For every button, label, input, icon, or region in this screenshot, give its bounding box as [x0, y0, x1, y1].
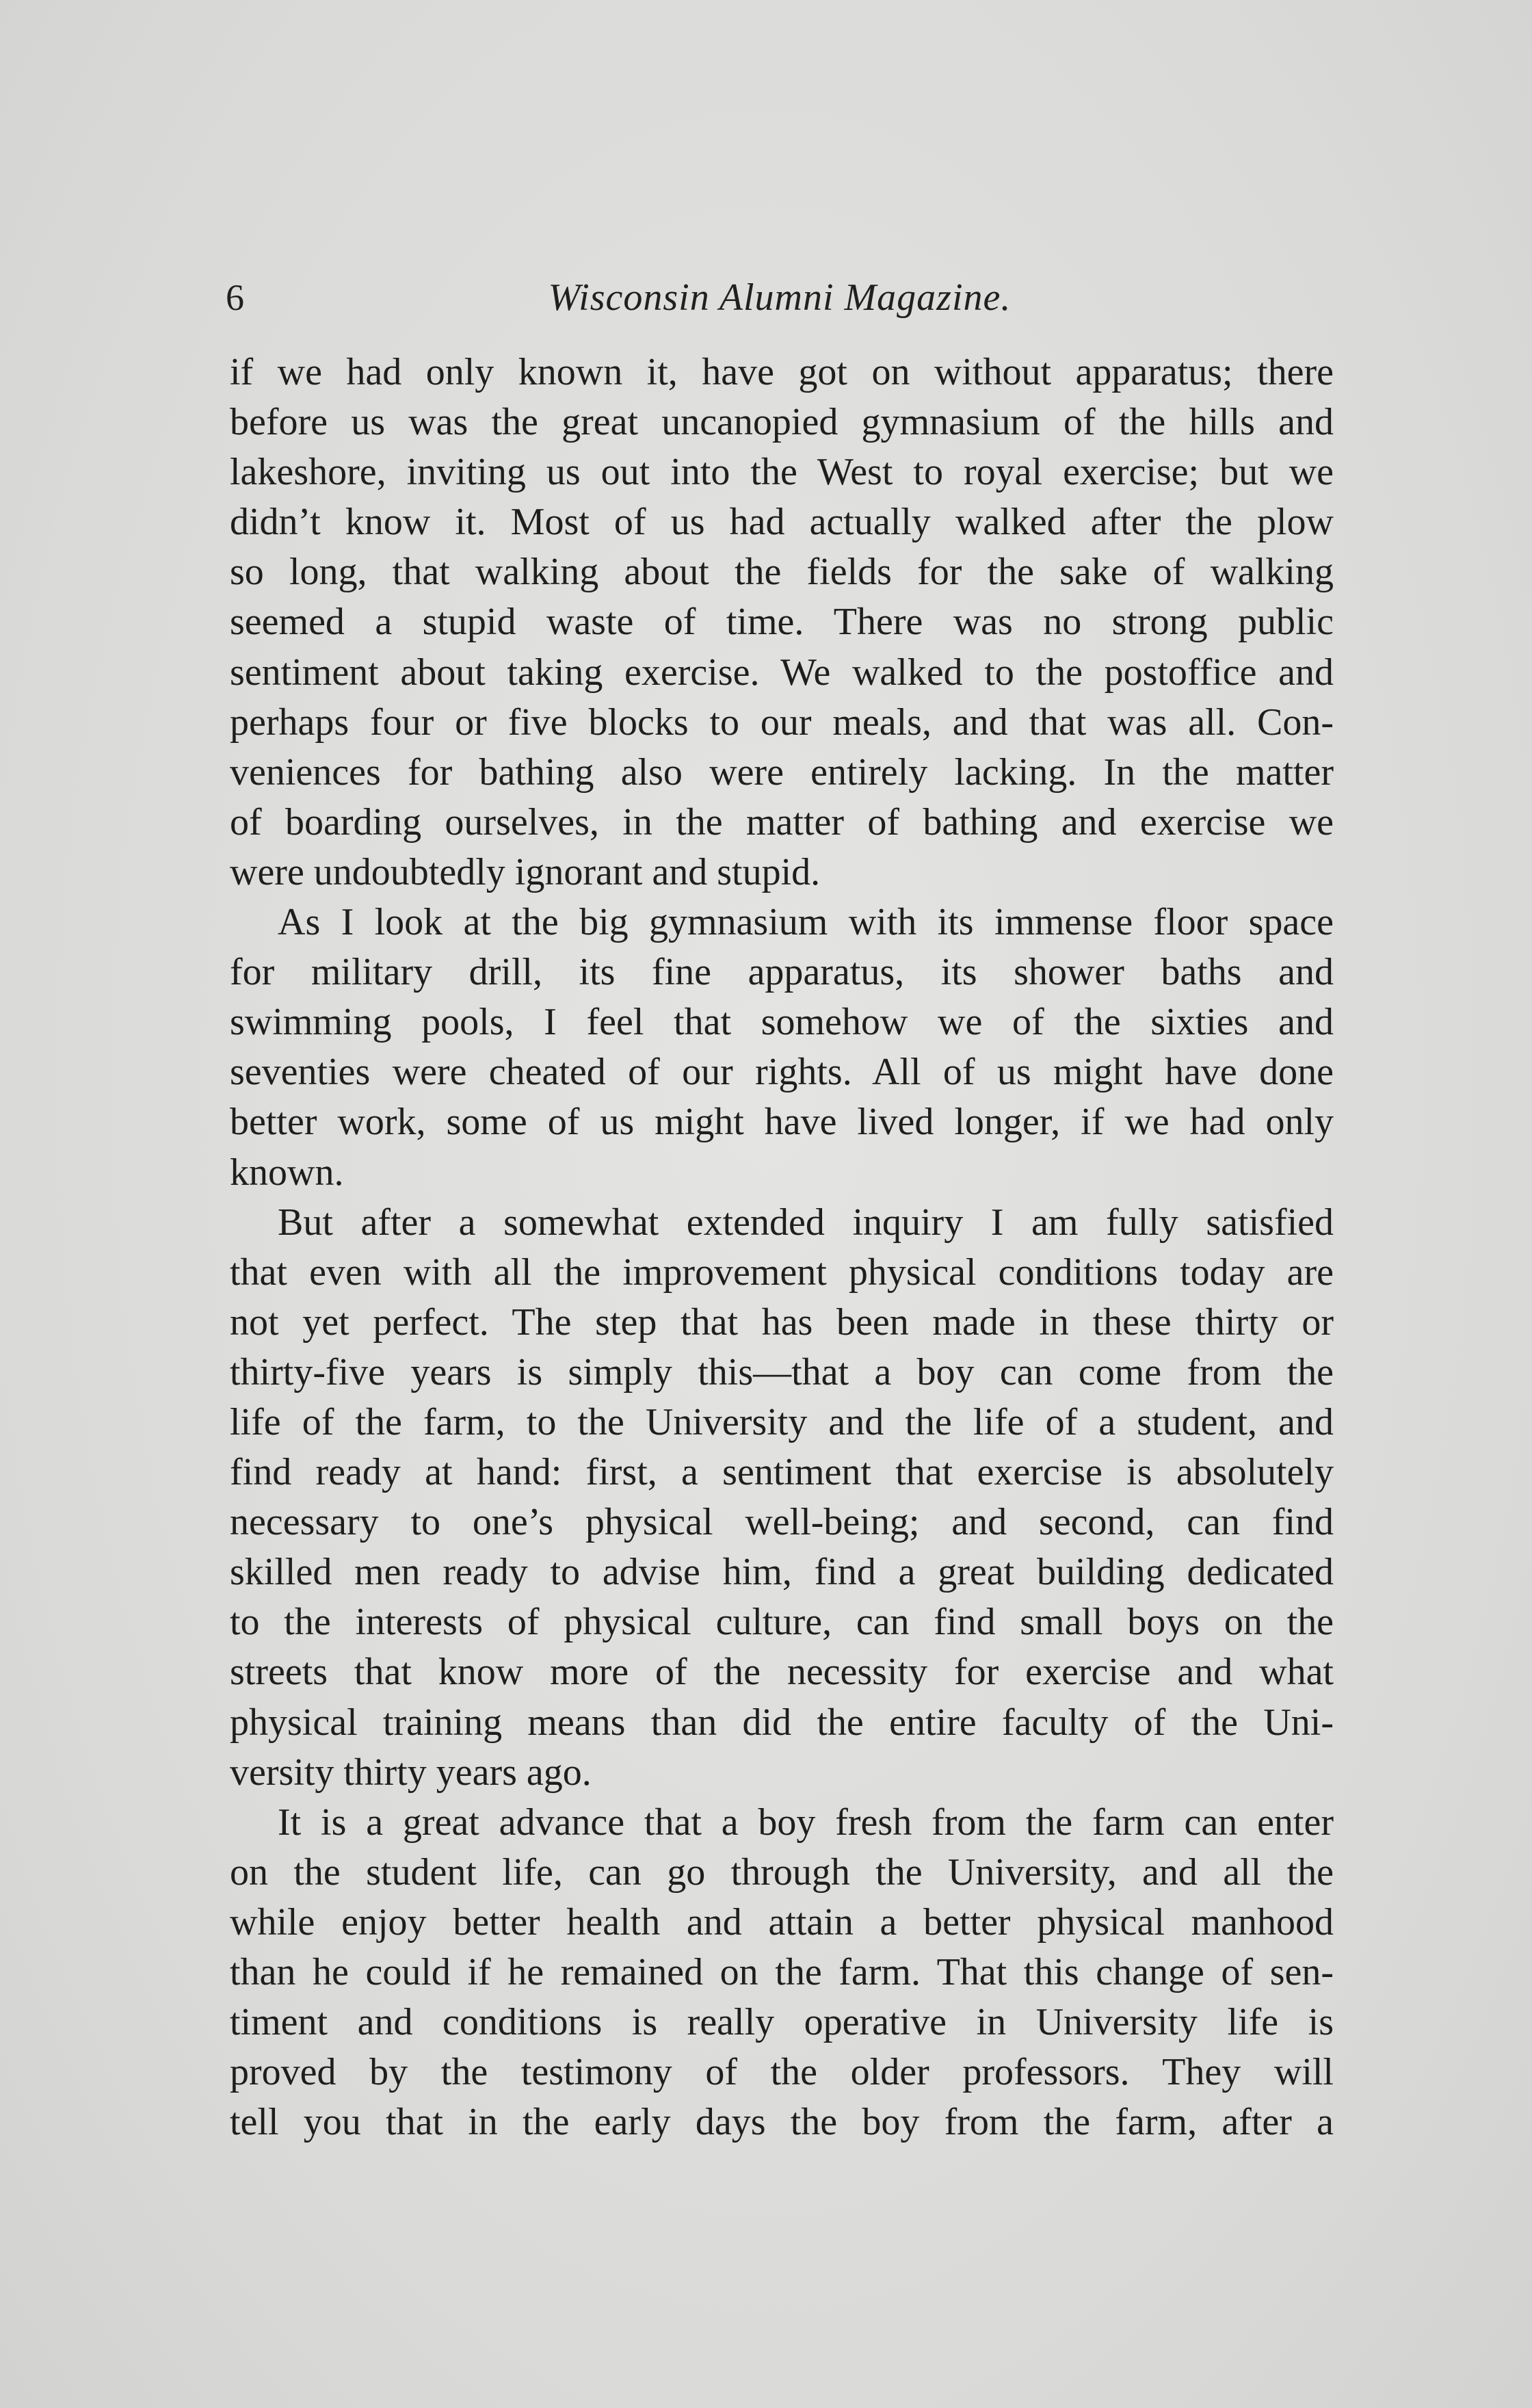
- text-line: not yet perfect. The step that has been made in these thirty or: [230, 1300, 1334, 1344]
- text-line: of boarding ourselves, in the matter of bathing and exercise we: [230, 800, 1334, 843]
- running-title: Wisconsin Alumni Magazine.: [548, 276, 1012, 319]
- text-line: seventies were cheated of our rights. All of us might have done: [230, 1051, 1334, 1094]
- text-line: lakeshore, inviting us out into the West to royal exercise; but we: [230, 451, 1334, 494]
- paragraph-start-line: It is a great advance that a boy fresh from the farm can enter: [278, 1801, 1334, 1844]
- text-line: veniences for bathing also were entirely lacking. In the matter: [230, 750, 1334, 794]
- text-line: that even with all the improvement physical conditions today are: [230, 1251, 1334, 1294]
- page-header: [226, 263, 1334, 325]
- text-line: find ready at hand: first, a sentiment that exercise is absolutely: [230, 1451, 1334, 1494]
- text-line: on the student life, can go through the University, and all the: [230, 1850, 1334, 1894]
- text-line: while enjoy better health and attain a better physical manhood: [230, 1900, 1334, 1944]
- text-line: streets that know more of the necessity for exercise and what: [230, 1651, 1334, 1694]
- text-line: than he could if he remained on the farm. That this change of sen-: [230, 1951, 1334, 1993]
- text-line: life of the farm, to the University and the life of a student, and: [230, 1400, 1334, 1443]
- text-line: tell you that in the early days the boy from the farm, after a: [230, 2101, 1334, 2144]
- text-line: so long, that walking about the fields for the sake of walking: [230, 551, 1334, 594]
- text-line: swimming pools, I feel that somehow we of the sixties and: [230, 1001, 1334, 1044]
- text-line: thirty-five years is simply this—that a boy can come from the: [230, 1350, 1334, 1393]
- paragraph-start-line: But after a somewhat extended inquiry I am fully satisfied: [278, 1201, 1334, 1244]
- text-line: proved by the testimony of the older professors. They will: [230, 2051, 1334, 2094]
- paragraph-start-line: As I look at the big gymnasium with its immense floor space: [278, 901, 1334, 944]
- text-line: timent and conditions is really operative in University life is: [230, 2001, 1334, 2044]
- text-line: before us was the great uncanopied gymnasium of the hills and: [230, 401, 1334, 444]
- text-line: better work, some of us might have lived longer, if we had only: [230, 1101, 1334, 1144]
- text-line: known.: [230, 1151, 344, 1194]
- page-number: 6: [226, 277, 244, 318]
- text-line: for military drill, its fine apparatus, its shower baths and: [230, 951, 1334, 994]
- body-text: [230, 348, 1334, 2147]
- text-line: skilled men ready to advise him, find a great building dedicated: [230, 1551, 1334, 1594]
- text-line: versity thirty years ago.: [230, 1751, 592, 1794]
- text-line: to the interests of physical culture, can find small boys on the: [230, 1601, 1334, 1644]
- text-line: sentiment about taking exercise. We walked to the postoffice and: [230, 651, 1334, 694]
- text-line: physical training means than did the entire faculty of the Uni-: [230, 1701, 1334, 1744]
- text-line: if we had only known it, have got on without apparatus; there: [230, 351, 1334, 393]
- text-line: were undoubtedly ignorant and stupid.: [230, 850, 821, 893]
- text-line: seemed a stupid waste of time. There was no strong public: [230, 601, 1334, 644]
- text-line: didn’t know it. Most of us had actually walked after the plow: [230, 501, 1334, 544]
- text-line: perhaps four or five blocks to our meals, and that was all. Con-: [230, 701, 1334, 744]
- text-line: necessary to one’s physical well-being; and second, can find: [230, 1501, 1334, 1544]
